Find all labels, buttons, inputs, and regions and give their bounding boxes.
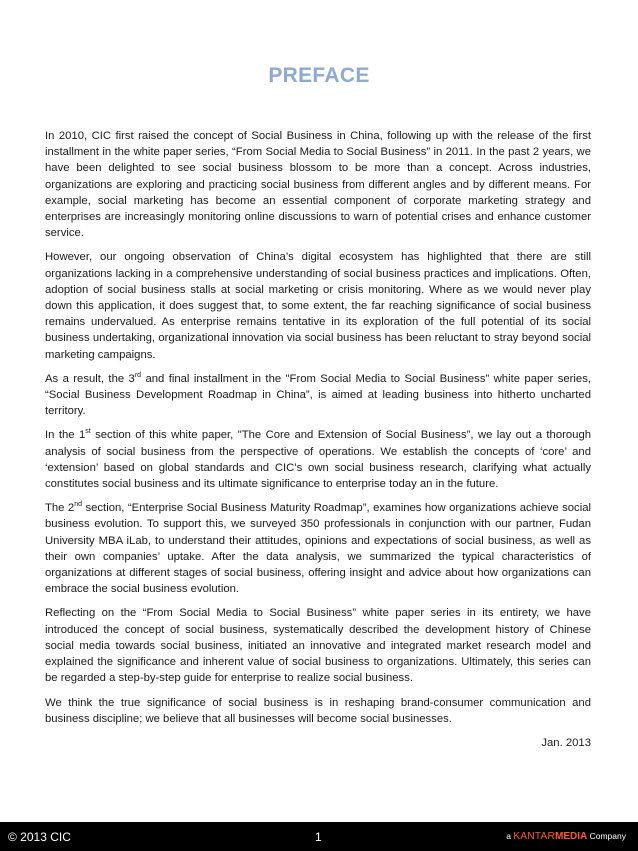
brand-suffix: Company xyxy=(589,831,626,841)
ordinal-suffix: nd xyxy=(74,501,83,509)
paragraph-1: In 2010, CIC first raised the concept of Social Business in China, following up with the release of the first installment in the white paper series, “From Social Media to Social Business” in 2011. In the past 2 years, we have been delighted to see social business blossom to be more than a concept. Across industries, organizations are exploring and practicing social business from different angles and by different means. For example, social marketing has become an essential component of corporate marketing strategy and enterprises are increasingly monitoring online discussions to warn of potential crises and enhance customer service. xyxy=(45,130,591,240)
copyright-text: © 2013 CIC xyxy=(8,830,71,844)
page-title: PREFACE xyxy=(268,64,370,87)
page-number: 1 xyxy=(315,830,322,844)
ordinal-suffix: st xyxy=(85,428,91,436)
brand-kantar: KANTAR xyxy=(513,831,555,842)
paragraph-2: However, our ongoing observation of China’s digital ecosystem has highlighted that there are still organizations lacking in a comprehensive understanding of social business practices and implications. Often, adoption of social business stalls at social marketing or crisis monitoring. Where as we would never play down this application, it does suggest that, to some extent, the far reaching significance of social business remains undervalued. As enterprise remains tentative in its exploration of the full potential of its social business undertaking, organizational innovation via social business has been reluctant to stray beyond social marketing campaigns. xyxy=(45,251,591,361)
paragraph-3 xyxy=(45,371,591,420)
paragraph-4-before: In the 1 xyxy=(45,429,86,442)
brand-media: MEDIA xyxy=(555,831,588,842)
paragraph-5-before: The 2 xyxy=(45,502,75,515)
preface-body xyxy=(45,128,591,759)
preface-date: Jan. 2013 xyxy=(541,736,591,749)
page-footer xyxy=(0,822,638,851)
paragraph-6: Reflecting on the “From Social Media to Social Business” white paper series in its entirety, we have introduced the concept of social business, systematically described the development history of Chinese social media towards social business, initiated an innovative and integrated market research model and explained the significance and inherent value of social business to organizations. Ultimately, this series can be regarded a step-by-step guide for enterprise to realize social business. xyxy=(45,607,591,685)
ordinal-suffix: rd xyxy=(134,372,142,380)
paragraph-5 xyxy=(45,500,591,597)
kantar-media-logo xyxy=(506,831,626,842)
paragraph-5-after: section, “Enterprise Social Business Maturity Roadmap”, examines how organizations achieve social business evolution. To support this, we surveyed 350 professionals in conjunction with our partner, Fudan University MBA iLab, to understand their attitudes, opinions and expectations of social business, as well as their own companies’ uptake. After the data analysis, we summarized the typical characteristics of organizations at different stages of social business, offering insight and advice about how organizations can embrace the social business evolution. xyxy=(45,502,591,596)
paragraph-3-before: As a result, the 3 xyxy=(45,372,135,385)
paragraph-3-after: and final installment in the "From Social Media to Social Business” white paper series, “Social Business Development Roadmap in China”, is aimed at leading business into hitherto uncharted territory. xyxy=(45,372,591,418)
paragraph-4-after: section of this white paper, "The Core and Extension of Social Business”, we lay out a thorough analysis of social business from the perspective of operations. We establish the concepts of ‘core’ and ‘extension’ based on global standards and CIC’s own social business research, clarifying what actually constitutes social business and its ultimate significance to enterprise today an in the future. xyxy=(45,429,592,491)
paragraph-4 xyxy=(45,427,591,492)
brand-prefix: a xyxy=(506,831,511,841)
paragraph-7: We think the true significance of social business is in reshaping brand-consumer communication and business discipline; we believe that all businesses will become social businesses. xyxy=(45,696,591,725)
